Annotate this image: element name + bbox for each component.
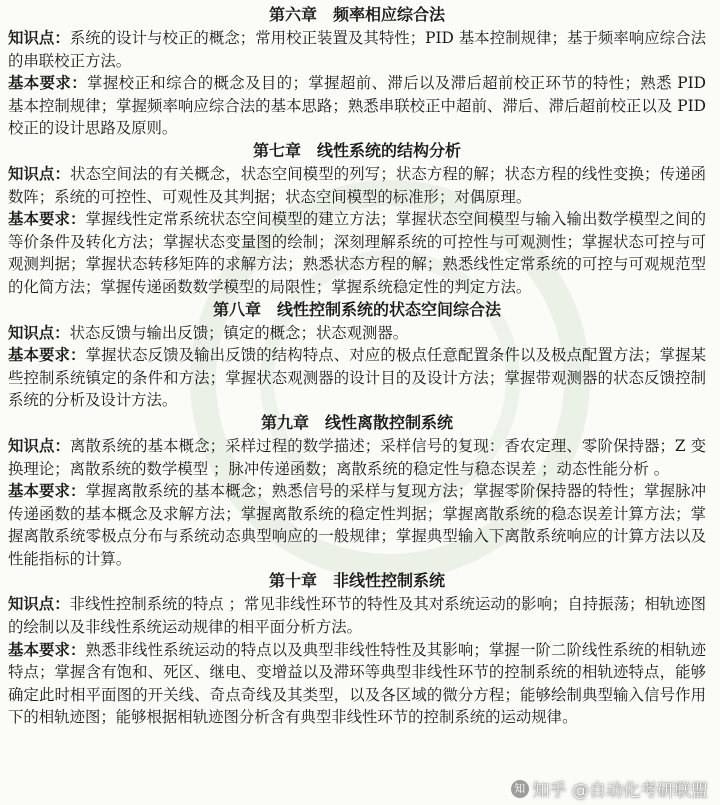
item-label: 基本要求：	[8, 482, 86, 501]
item-label: 知识点：	[8, 595, 70, 614]
basic-requirements	[8, 208, 706, 298]
item-text: 掌握离散系统的基本概念；熟悉信号的采样与复现方法；掌握零阶保持器的特性；掌握脉冲传递函数的基本概念及求解方法；掌握离散系统的稳定性判据；掌握离散系统的稳态误差计算方法；掌握离散系统零极点分布与系统动态典型响应的一般规律；掌握典型输入下离散系统响应的计算方法以及性能指标的计算。	[8, 482, 706, 568]
chapter-title: 第六章 频率相应综合法	[268, 5, 445, 24]
chapter-6	[8, 5, 706, 140]
item-text: 系统的设计与校正的概念；常用校正装置及其特性；PID 基本控制规律；基于频率响应综合法的串联校正方法。	[8, 29, 706, 70]
item-label: 知识点：	[8, 29, 70, 47]
item-text: 状态反馈与输出反馈；镇定的概念；状态观测器。	[69, 323, 409, 342]
item-label: 基本要求：	[8, 210, 86, 229]
knowledge-points	[8, 163, 706, 208]
knowledge-points	[8, 322, 706, 345]
item-label: 知识点：	[8, 164, 71, 183]
basic-requirements	[8, 639, 706, 729]
knowledge-points	[8, 593, 706, 638]
item-label: 知识点：	[8, 323, 70, 342]
chapter-title: 第七章 线性系统的结构分析	[252, 140, 461, 160]
knowledge-points	[8, 27, 706, 72]
item-label: 基本要求：	[8, 74, 88, 93]
item-text: 掌握线性定常系统状态空间模型的建立方法；掌握状态空间模型与输入输出数学模型之间的等价条件及转化方法；掌握状态变量图的绘制；深刻理解系统的可控性与可观测性；掌握状态可控与可观测判据；掌握状态转移矩阵的求解方法；熟悉状态方程的解；熟悉线性定常系统的可控与可观规范型的化简方法；掌握传递函数数学模型的局限性；掌握系统稳定性的判定方法。	[8, 210, 706, 296]
item-text: 掌握校正和综合的概念及目的；掌握超前、滞后以及滞后超前校正环节的特性；熟悉 PID 基本控制规律；掌握频率响应综合法的基本思路；熟悉串联校正中超前、滞后、滞后超前校正以及 PID 校正的设计思路及原则。	[8, 74, 706, 138]
item-label: 基本要求：	[8, 640, 86, 659]
chapter-title: 第八章 线性控制系统的状态空间综合法	[212, 299, 501, 319]
basic-requirements	[8, 480, 706, 570]
chapter-7	[8, 141, 706, 299]
chapter-9	[8, 413, 706, 571]
basic-requirements	[8, 344, 706, 412]
item-text: 状态空间法的有关概念，状态空间模型的列写；状态方程的解；状态方程的线性变换；传递函数阵；系统的可控性、可观性及其判据；状态空间模型的标准形；对偶原理。	[8, 164, 706, 206]
item-label: 基本要求：	[8, 346, 86, 365]
knowledge-points	[8, 435, 706, 480]
item-label: 知识点：	[8, 436, 71, 455]
item-text: 离散系统的基本概念；采样过程的数学描述；采样信号的复现：香农定理、零阶保持器；Z 变换理论；离散系统的数学模型 ；脉冲传递函数；离散系统的稳定性与稳态误差 ；动态性能分析 。	[8, 436, 706, 478]
chapter-title: 第十章 非线性控制系统	[268, 571, 445, 591]
zhihu-logo-icon: 知	[511, 780, 529, 798]
item-text: 掌握状态反馈及输出反馈的结构特点、对应的极点任意配置条件以及极点配置方法；掌握某些控制系统镇定的条件和方法；掌握状态观测器的设计目的及设计方法；掌握带观测器的状态反馈控制系统的分析及设计方法。	[8, 346, 706, 410]
chapter-title: 第九章 线性离散控制系统	[260, 412, 453, 432]
zhihu-watermark	[511, 776, 708, 801]
item-text: 熟悉非线性系统运动的特点以及典型非线性特性及其影响；掌握一阶二阶线性系统的相轨迹特点；掌握含有饱和、死区、继电、变增益以及滞环等典型非线性环节的控制系统的相轨迹特点，能够确定此时相平面图的开关线、奇点奇线及其类型，以及各区域的微分方程；能够绘制典型输入信号作用下的相轨迹图；能够根据相轨迹图分析含有典型非线性环节的控制系统的运动规律。	[8, 640, 706, 727]
watermark-text: 知乎 @自动化考研联盟	[532, 781, 708, 801]
item-text: 非线性控制系统的特点 ；常见非线性环节的特性及其对系统运动的影响；自持振荡；相轨迹图的绘制以及非线性系统运动规律的相平面分析方法。	[8, 595, 706, 637]
basic-requirements	[8, 72, 706, 140]
chapter-10	[8, 571, 706, 729]
chapter-8	[8, 300, 706, 412]
